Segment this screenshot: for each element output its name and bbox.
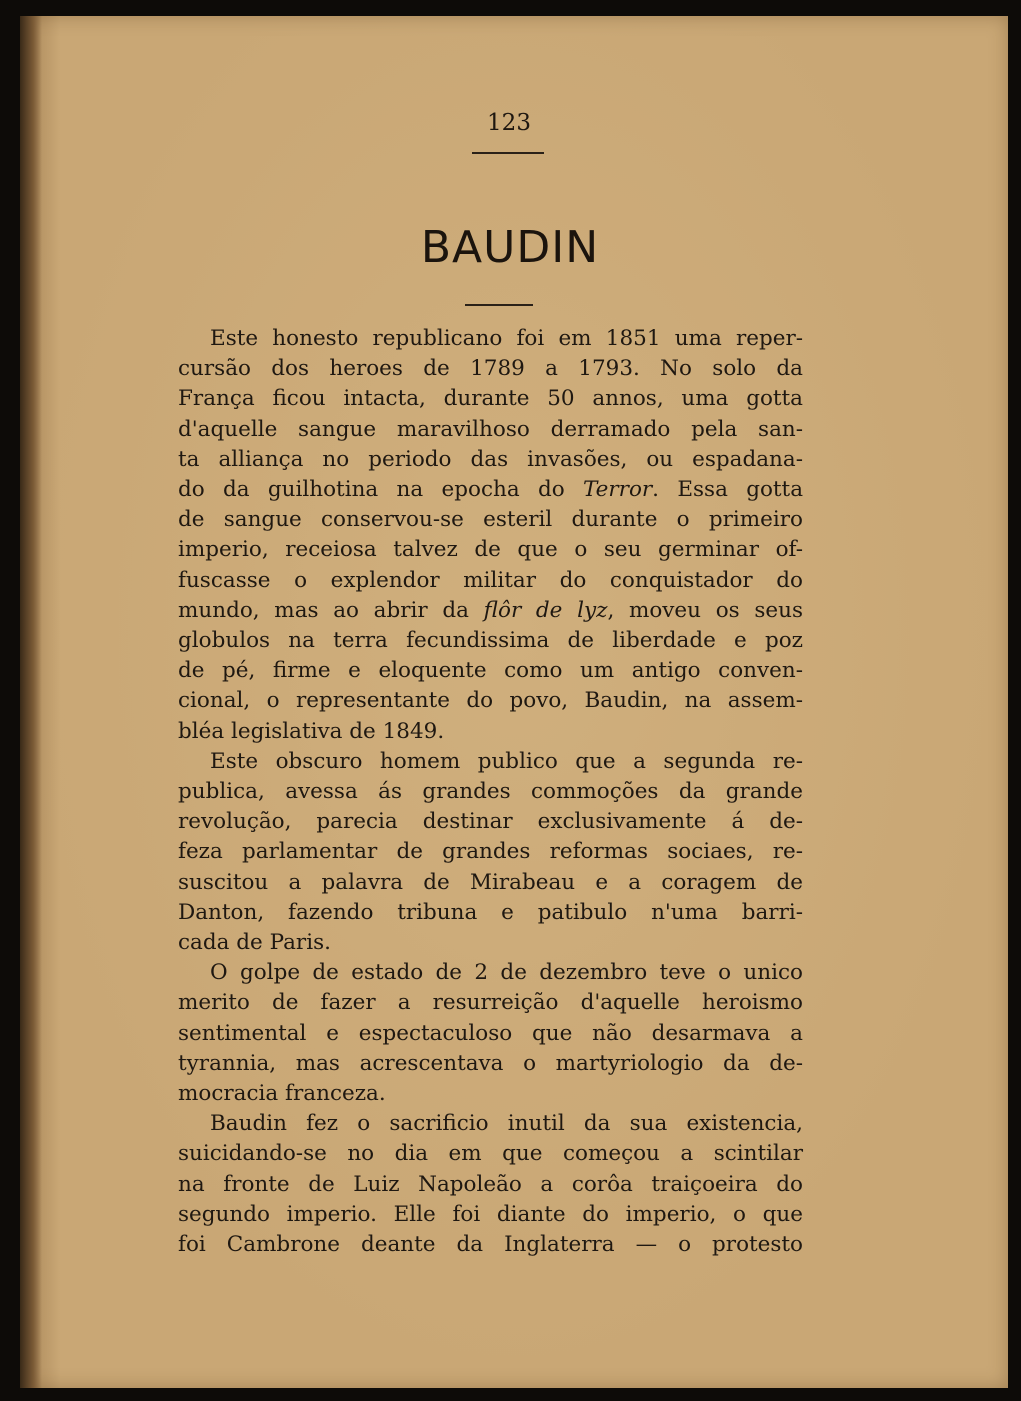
text-line: na fronte de Luiz Napoleão a corôa traiçoeira do <box>178 1171 803 1197</box>
text-line: imperio, receiosa talvez de que o seu germinar of- <box>178 537 803 563</box>
chapter-title: BAUDIN <box>420 222 600 273</box>
text-line: O golpe de estado de 2 de dezembro teve o unico <box>210 960 803 986</box>
text-line: cional, o representante do povo, Baudin, na assem- <box>178 688 803 714</box>
text-line: segundo imperio. Elle foi diante do imperio, o que <box>178 1201 803 1227</box>
text-line: Danton, fazendo tribuna e patibulo n'uma barri- <box>178 899 803 925</box>
text-line: sentimental e espectaculoso que não desarmava a <box>178 1020 803 1046</box>
text-line: Baudin fez o sacrificio inutil da sua existencia, <box>210 1111 803 1137</box>
text-line: mocracia franceza. <box>178 1081 386 1107</box>
text-line: ta alliança no periodo das invasões, ou espadana- <box>178 446 803 472</box>
text-line: de pé, firme e eloquente como um antigo conven- <box>178 658 803 684</box>
text-line: mundo, mas ao abrir da flôr de lyz, moveu os seus <box>178 597 803 623</box>
text-line: de sangue conservou-se esteril durante o primeiro <box>178 507 803 533</box>
body-text <box>178 324 803 1260</box>
text-line: suscitou a palavra de Mirabeau e a coragem de <box>178 869 803 895</box>
text-line: merito de fazer a resurreição d'aquelle heroismo <box>178 990 803 1016</box>
text-line: Este obscuro homem publico que a segunda re- <box>210 748 803 774</box>
text-line: suicidando-se no dia em que começou a scintilar <box>178 1141 803 1167</box>
text-line: fuscasse o explendor militar do conquistador do <box>178 567 803 593</box>
text-line: do da guilhotina na epocha do Terror. Essa gotta <box>178 477 804 503</box>
title-rule <box>465 304 533 306</box>
text-line: Este honesto republicano foi em 1851 uma reper- <box>210 326 803 351</box>
text-line: cursão dos heroes de 1789 a 1793. No solo da <box>178 356 803 382</box>
text-line: d'aquelle sangue maravilhoso derramado pela san- <box>178 416 803 442</box>
italic-phrase: Terror <box>583 477 653 503</box>
page-spine-shadow <box>20 16 42 1388</box>
text-line: revolução, parecia destinar exclusivamente á de- <box>178 809 803 835</box>
book-page <box>20 16 1008 1388</box>
text-line: bléa legislativa de 1849. <box>178 718 445 744</box>
page-number: 123 <box>487 110 531 136</box>
text-line: França ficou intacta, durante 50 annos, uma gotta <box>178 386 803 412</box>
text-line: cada de Paris. <box>178 930 331 956</box>
page-number-rule <box>472 152 544 154</box>
italic-phrase: flôr de lyz <box>483 597 608 623</box>
text-line: publica, avessa ás grandes commoções da grande <box>178 779 803 805</box>
text-line: foi Cambrone deante da Inglaterra — o protesto <box>178 1232 803 1258</box>
text-line: tyrannia, mas acrescentava o martyriologio da de- <box>178 1050 803 1076</box>
text-line: feza parlamentar de grandes reformas sociaes, re- <box>178 839 803 865</box>
text-line: globulos na terra fecundissima de liberdade e poz <box>178 628 803 654</box>
